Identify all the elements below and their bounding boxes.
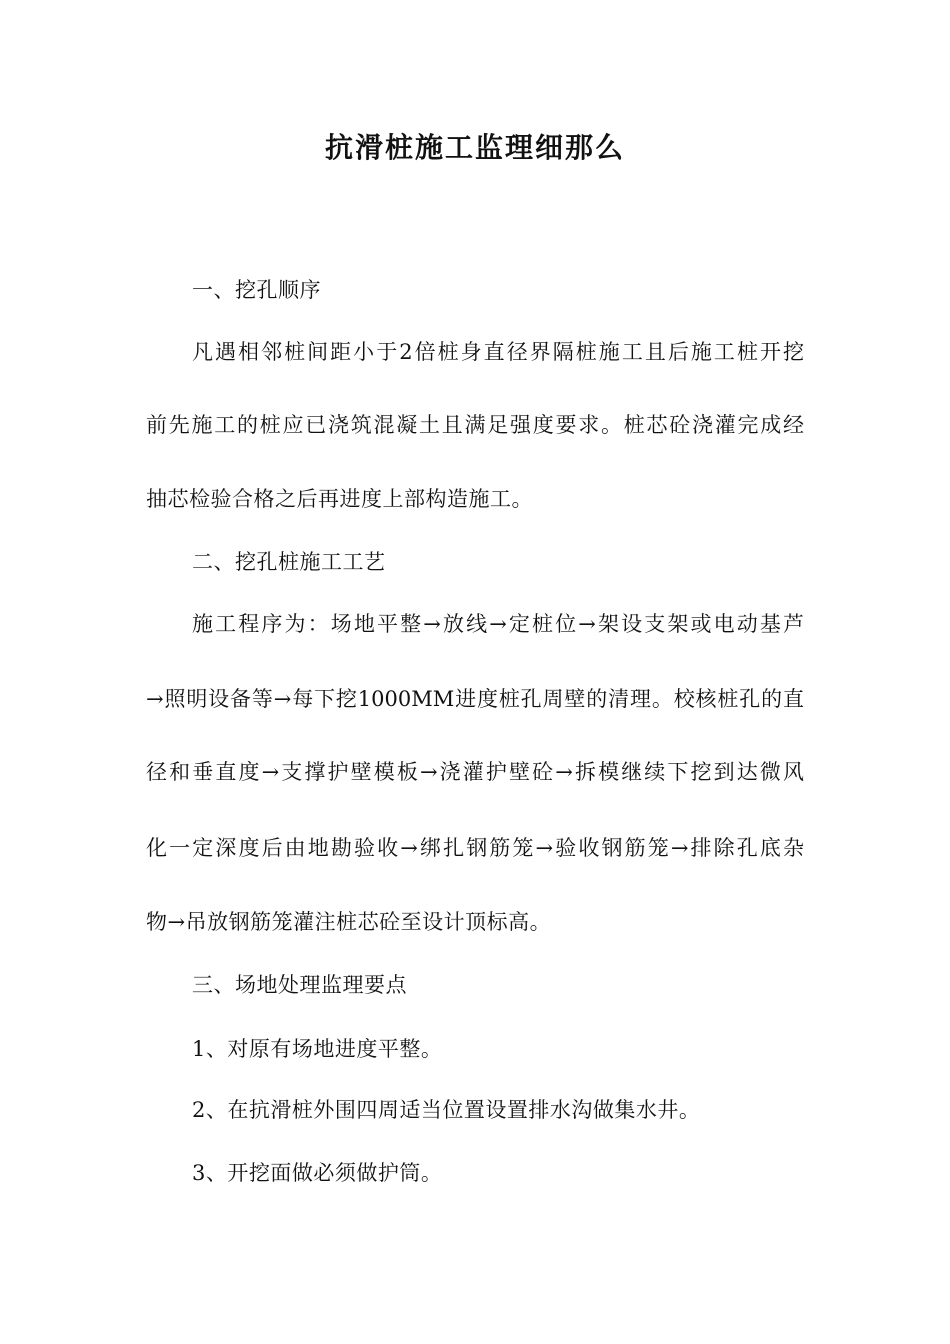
- paragraph-line: →照明设备等→每下挖1000MM进度桩孔周壁的清理。校核桩孔的直: [146, 687, 804, 711]
- paragraph-line: 凡遇相邻桩间距小于2倍桩身直径界隔桩施工且后施工桩开挖: [192, 340, 804, 364]
- section-heading-2: 二、挖孔桩施工工艺: [192, 550, 386, 574]
- paragraph-line: 径和垂直度→支撑护壁模板→浇灌护壁砼→拆模继续下挖到达微风: [146, 760, 804, 784]
- paragraph-line: 抽芯检验合格之后再进度上部构造施工。: [146, 487, 533, 511]
- document-title: 抗滑桩施工监理细那么: [324, 131, 625, 164]
- list-item: 1、对原有场地进度平整。: [192, 1037, 443, 1061]
- paragraph-line: 前先施工的桩应已浇筑混凝土且满足强度要求。桩芯砼浇灌完成经: [146, 413, 804, 437]
- list-item: 3、开挖面做必须做护筒。: [192, 1161, 443, 1185]
- paragraph-line: 物→吊放钢筋笼灌注桩芯砼至设计顶标高。: [146, 910, 552, 934]
- paragraph-line: 施工程序为：场地平整→放线→定桩位→架设支架或电动基芦: [192, 612, 804, 636]
- section-heading-1: 一、挖孔顺序: [192, 278, 321, 302]
- section-heading-3: 三、场地处理监理要点: [192, 973, 407, 997]
- paragraph-line: 化一定深度后由地勘验收→绑扎钢筋笼→验收钢筋笼→排除孔底杂: [146, 836, 804, 860]
- list-item: 2、在抗滑桩外围四周适当位置设置排水沟做集水井。: [192, 1098, 701, 1122]
